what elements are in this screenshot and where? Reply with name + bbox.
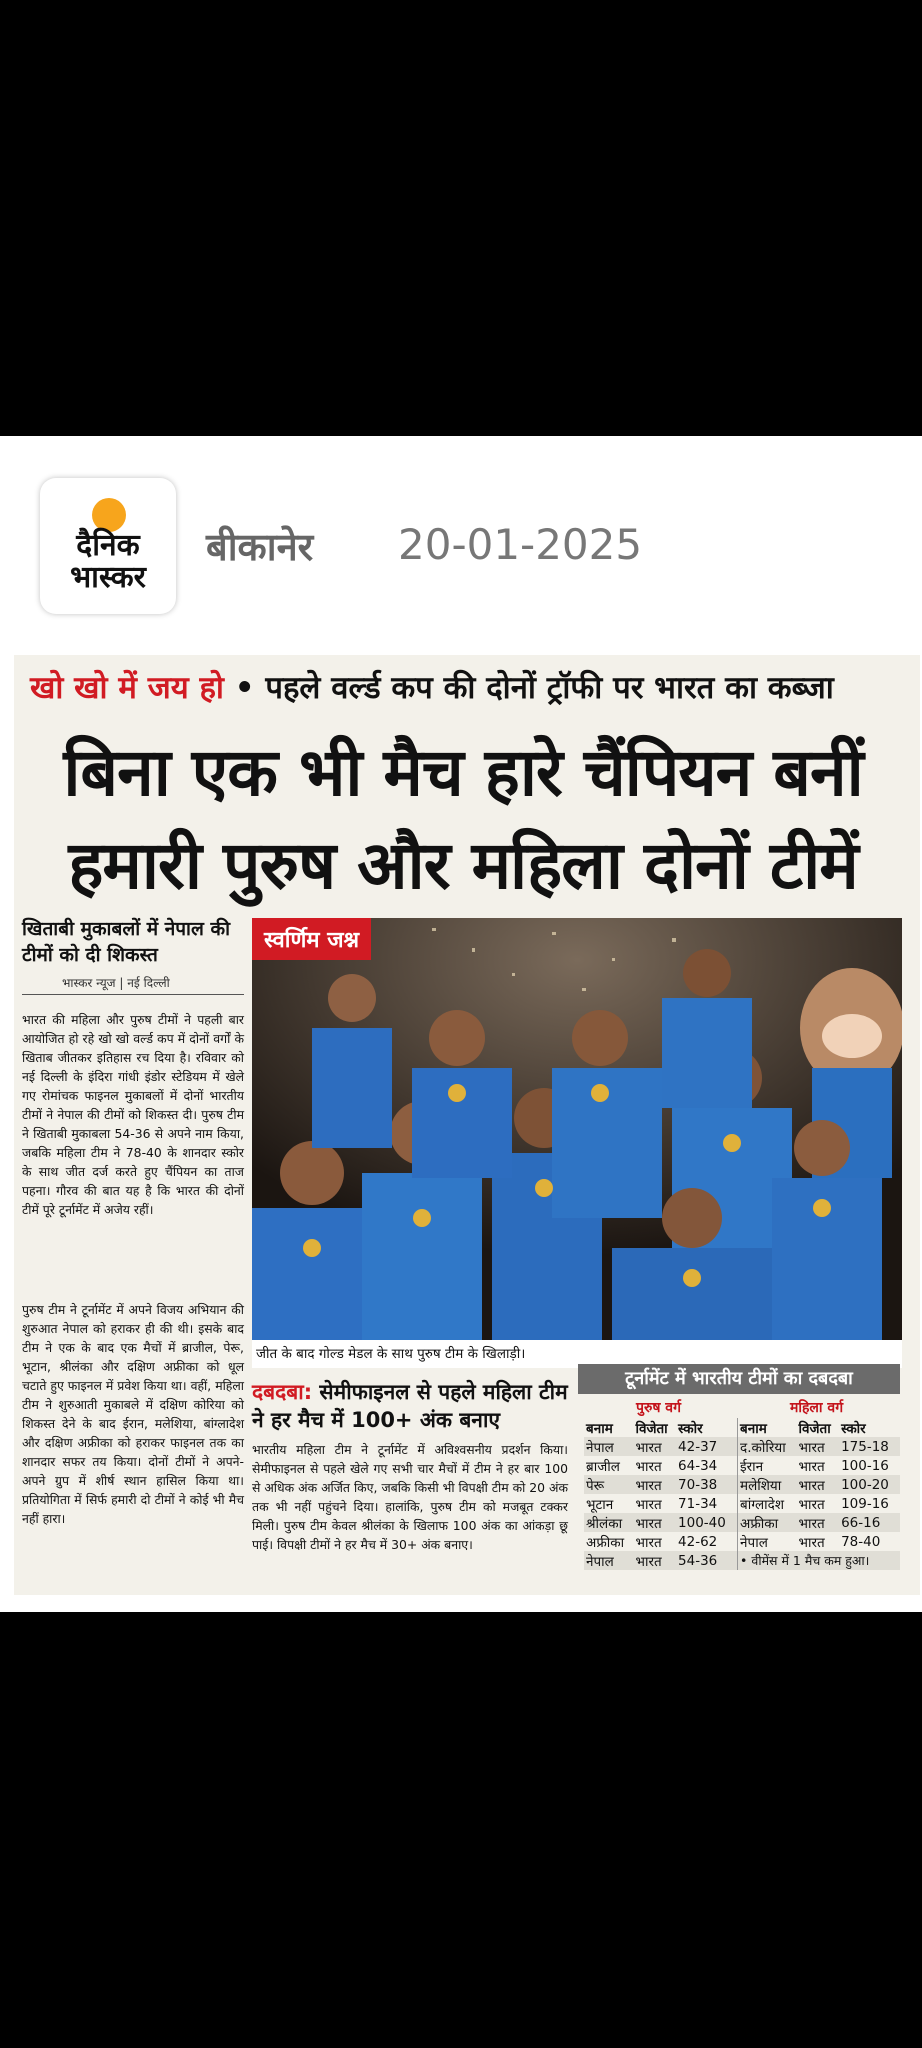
table-cell: मलेशिया xyxy=(738,1475,797,1494)
women-group-label: महिला वर्ग xyxy=(790,1400,844,1416)
table-cell: नेपाल xyxy=(738,1532,797,1551)
article-kicker xyxy=(30,666,834,708)
table-cell: भारत xyxy=(633,1437,676,1456)
table-cell: 42-37 xyxy=(676,1437,738,1456)
headline-line-2: हमारी पुरुष और महिला दोनों टीमें xyxy=(68,827,858,904)
table-cell: 100-16 xyxy=(841,1457,889,1474)
column-header: स्कोर xyxy=(678,1420,703,1437)
kicker-text: • पहले वर्ल्ड कप की दोनों ट्रॉफी पर भारत का कब्जा xyxy=(223,670,834,706)
table-cell: भारत xyxy=(798,1534,825,1551)
table-cell: भूटान xyxy=(586,1496,614,1513)
table-cell: 78-40 xyxy=(841,1533,881,1550)
table-cell: भारत xyxy=(635,1496,662,1513)
table-cell: 100-40 xyxy=(676,1513,738,1532)
table-note: • वीमेंस में 1 मैच कम हुआ। xyxy=(738,1551,900,1570)
team-celebration-photo xyxy=(252,918,902,1340)
headline-line-1: बिना एक भी मैच हारे चैंपियन बनीं xyxy=(63,734,863,811)
table-row xyxy=(584,1513,900,1532)
article-body-paragraph-2: पुरुष टीम ने टूर्नामेंट में अपने विजय अभियान की शुरुआत नेपाल को हराकर ही की थी। इसके बाद टीम ने एक के बाद एक मैचों में ब्राजील, पेरू, भूटान, श्रीलंका और दक्षिण अफ्रीका को धूल चटाते हुए फाइनल में प्रवेश किया था। वहीं, महिला टीम ने शुरुआती मुकाबले में दक्षिण कोरिया को शिकस्त देने के बाद ईरान, मलेशिया, बांग्लादेश और दक्षिण अफ्रीका को हराकर फाइनल तक का शानदार सफर तय किया। दोनों टीमों ने अपने-अपने ग्रुप में शीर्ष स्थान हासिल किया था। प्रतियोगिता में सिर्फ हमारी दो टीमों ने कोई भी मैच नहीं हारा। xyxy=(22,1302,244,1526)
table-cell: भारत xyxy=(797,1513,840,1532)
table-cell: भारत xyxy=(635,1458,662,1475)
table-cell: भारत xyxy=(797,1475,840,1494)
table-cell: 54-36 xyxy=(676,1551,738,1570)
logo-text-line2: भास्कर xyxy=(70,560,146,595)
table-cell: भारत xyxy=(797,1437,840,1456)
column-header: विजेता xyxy=(635,1420,668,1437)
table-cell: भारत xyxy=(635,1534,662,1551)
divider xyxy=(22,994,244,995)
table-row xyxy=(584,1494,900,1513)
table-row xyxy=(584,1437,900,1456)
table-cell: 70-38 xyxy=(676,1475,738,1494)
table-cell: 42-62 xyxy=(678,1533,718,1550)
table-cell: ईरान xyxy=(738,1456,797,1475)
logo-text-line1: दैनिक xyxy=(76,528,140,563)
table-cell: भारत xyxy=(633,1475,676,1494)
table-row xyxy=(584,1551,900,1570)
table-cell: 66-16 xyxy=(839,1513,900,1532)
column-header: बनाम xyxy=(586,1420,613,1437)
table-cell: 175-18 xyxy=(839,1437,900,1456)
article-body-paragraph-1: भारत की महिला और पुरुष टीमों ने पहली बार आयोजित हो रहे खो खो वर्ल्ड कप में दोनों वर्गों के खिताब जीतकर इतिहास रच दिया है। रविवार को नई दिल्ली के इंदिरा गांधी इंडोर स्टेडियम में खेले गए रोमांचक फाइनल मुकाबलों में दोनों भारतीय टीमों ने नेपाल की टीमों को शिकस्त दी। पुरुष टीम ने खिताबी मुकाबला 54-36 से अपने नाम किया, जबकि महिला टीम ने 78-40 के शानदार स्कोर के साथ जीत दर्ज करते हुए चैंपियन का ताज पहना। गौरव की बात यह है कि भारत की दोनों टीमें पूरे टूर्नामेंट में अजेय रहीं। xyxy=(22,1012,244,1217)
table-row xyxy=(584,1456,900,1475)
column-header: स्कोर xyxy=(841,1420,866,1437)
table-header-row xyxy=(584,1418,900,1437)
side-story-heading xyxy=(252,1378,572,1434)
table-cell: 71-34 xyxy=(678,1495,718,1512)
table-row xyxy=(584,1532,900,1551)
table-cell: ब्राजील xyxy=(586,1458,620,1475)
table-cell: भारत xyxy=(633,1513,676,1532)
table-cell: द.कोरिया xyxy=(738,1437,797,1456)
dainik-bhaskar-logo[interactable] xyxy=(40,478,176,614)
team-photo-illustration xyxy=(252,918,902,1340)
results-table xyxy=(584,1418,900,1570)
edition-date: 20-01-2025 xyxy=(398,520,643,569)
table-cell: भारत xyxy=(798,1458,825,1475)
table-cell: भारत xyxy=(798,1496,825,1513)
table-cell: नेपाल xyxy=(584,1551,633,1570)
kicker-highlight: खो खो में जय हो xyxy=(30,670,224,706)
article-subheading: खिताबी मुकाबलों में नेपाल की टीमों को दी शिकस्त xyxy=(22,918,230,966)
photo-tag: स्वर्णिम जश्न xyxy=(252,918,371,960)
table-cell: अफ्रीका xyxy=(738,1513,797,1532)
table-cell: श्रीलंका xyxy=(584,1513,633,1532)
table-cell: 64-34 xyxy=(678,1457,718,1474)
table-cell: 109-16 xyxy=(841,1495,889,1512)
table-cell: 100-20 xyxy=(839,1475,900,1494)
table-cell: बांग्लादेश xyxy=(738,1494,797,1513)
column-header: बनाम xyxy=(738,1418,797,1437)
column-header: विजेता xyxy=(798,1420,831,1437)
photo-caption: जीत के बाद गोल्ड मेडल के साथ पुरुष टीम के खिलाड़ी। xyxy=(252,1340,902,1368)
article-byline: भास्कर न्यूज | नई दिल्ली xyxy=(62,976,170,990)
table-cell: नेपाल xyxy=(584,1437,633,1456)
sun-icon xyxy=(92,498,126,532)
table-row xyxy=(584,1475,900,1494)
side-story-body: भारतीय महिला टीम ने टूर्नामेंट में अविश्वसनीय प्रदर्शन किया। सेमीफाइनल से पहले खेले गए सभी चार मैचों में टीम ने हर बार 100 से अधिक अंक अर्जित किए, जबकि किसी भी विपक्षी टीम को 20 अंक तक भी नहीं पहुंचने दिया। हालांकि, पुरुष टीम को मजबूत टक्कर मिली। पुरुष टीम केवल श्रीलंका के खिलाफ 100 अंक का आंकड़ा छू पाई। विपक्षी टीमों ने हर मैच में 30+ अंक बनाए। xyxy=(252,1442,568,1552)
side-story-heading-highlight: दबदबा: xyxy=(252,1380,313,1404)
side-story-heading-text: सेमीफाइनल से पहले महिला टीम ने हर मैच में 100+ अंक बनाए xyxy=(252,1380,568,1432)
edition-city: बीकानेर xyxy=(206,525,314,569)
table-cell: अफ्रीका xyxy=(586,1534,625,1551)
table-cell: भारत xyxy=(633,1551,676,1570)
table-cell: पेरू xyxy=(584,1475,633,1494)
men-group-label: पुरुष वर्ग xyxy=(636,1400,681,1416)
results-table-title: टूर्नामेंट में भारतीय टीमों का दबदबा xyxy=(578,1364,900,1394)
